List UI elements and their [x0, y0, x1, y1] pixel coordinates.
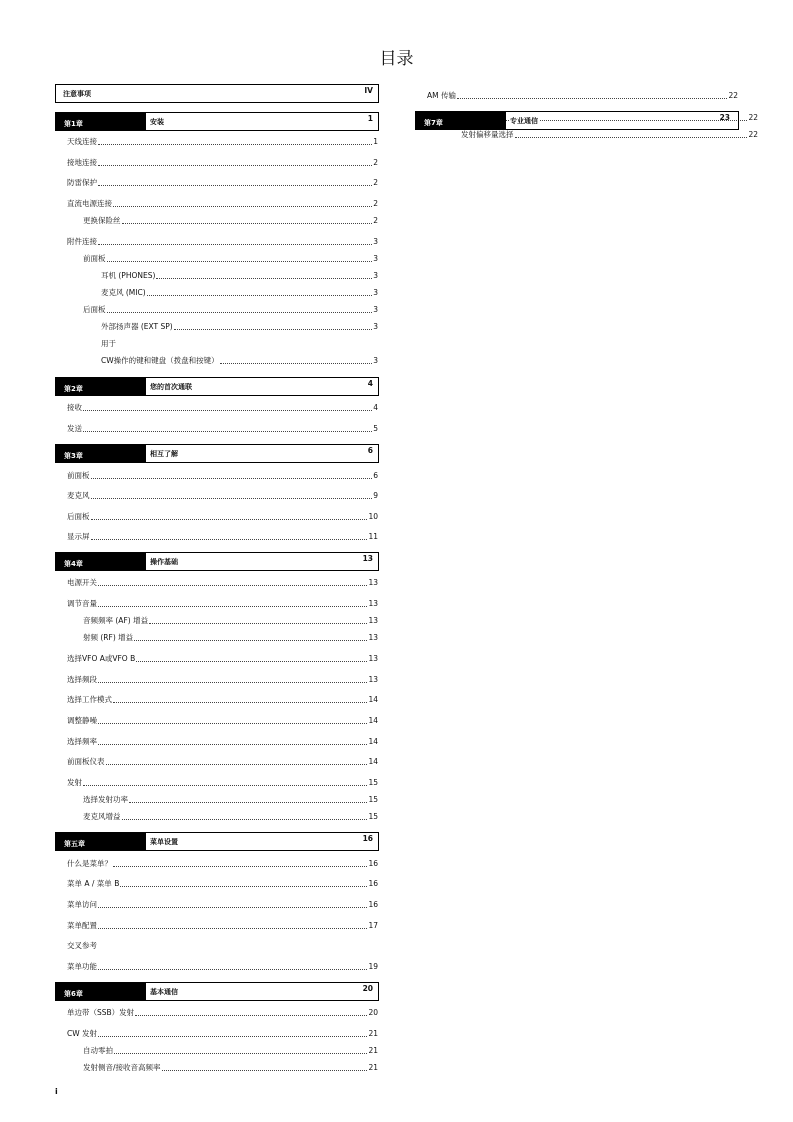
dot-leader	[113, 866, 367, 867]
toc-entry[interactable]	[83, 254, 378, 264]
toc-entry-page: 3	[373, 322, 378, 331]
toc-entry[interactable]	[101, 271, 378, 281]
dot-leader	[83, 431, 372, 432]
dot-leader	[135, 1015, 367, 1016]
dot-leader	[98, 969, 367, 970]
toc-entry-label: 麦克风	[67, 491, 90, 500]
toc-entry[interactable]	[67, 599, 378, 609]
toc-entry-page: 14	[368, 757, 378, 766]
dot-leader	[91, 498, 373, 499]
toc-entry-label: 接地连接	[67, 158, 97, 167]
toc-entry[interactable]	[83, 633, 378, 643]
toc-entry-page: 16	[368, 879, 378, 888]
toc-entry-page: 1	[373, 137, 378, 146]
toc-entry-label: CW 发射	[67, 1029, 98, 1038]
dot-leader	[147, 295, 373, 296]
toc-entry-label: 选择发射功率	[83, 795, 128, 804]
toc-entry[interactable]	[67, 199, 378, 209]
toc-entry[interactable]	[67, 512, 378, 522]
toc-section-notice[interactable]	[55, 84, 379, 103]
toc-entry-page: 4	[373, 403, 378, 412]
toc-entry-page: 2	[373, 178, 378, 187]
toc-entry-page: 3	[373, 288, 378, 297]
toc-entry[interactable]	[83, 795, 378, 805]
toc-entry-page: 21	[368, 1063, 378, 1072]
dot-leader	[98, 185, 372, 186]
toc-entry[interactable]	[427, 91, 738, 101]
toc-entry[interactable]	[67, 532, 378, 542]
toc-entry[interactable]	[67, 921, 378, 931]
toc-entry[interactable]	[67, 941, 378, 951]
toc-entry-page: 3	[373, 254, 378, 263]
toc-entry-page: 10	[368, 512, 378, 521]
toc-entry-page: 15	[368, 795, 378, 804]
toc-entry-label: 附件连接	[67, 237, 97, 246]
toc-entry-label: CW操作的键和键盘（拨盘和按键）	[101, 356, 219, 365]
toc-entry-label: 麦克风 (MIC)	[101, 288, 146, 297]
toc-entry-page: 21	[368, 1029, 378, 1038]
toc-right-column	[415, 0, 760, 1122]
dot-leader	[98, 1036, 367, 1037]
toc-entry[interactable]	[101, 356, 378, 366]
toc-entry[interactable]	[67, 716, 378, 726]
toc-entry[interactable]	[67, 757, 378, 767]
toc-entry[interactable]	[67, 900, 378, 910]
section-title: 操作基础	[150, 558, 178, 566]
section-page: 4	[367, 379, 373, 388]
dot-leader	[220, 363, 373, 364]
toc-entry-page: 14	[368, 737, 378, 746]
dot-leader	[91, 539, 368, 540]
toc-entry-label: 前面板仪表	[67, 757, 105, 766]
dot-leader	[107, 312, 373, 313]
toc-entry-page: 3	[373, 271, 378, 280]
toc-entry-label: 耳机 (PHONES)	[101, 271, 156, 280]
dot-leader	[122, 819, 368, 820]
toc-entry-label: 前面板	[83, 254, 106, 263]
toc-section-ch7[interactable]	[415, 111, 739, 130]
toc-entry[interactable]	[67, 1008, 378, 1018]
toc-entry-label: 什么是菜单？	[67, 859, 112, 868]
toc-entry-label: 发射偏移量选择	[461, 130, 514, 139]
dot-leader	[98, 682, 367, 683]
toc-entry-label: 选择VFO A或VFO B	[67, 654, 136, 663]
toc-entry-label: 选择频率	[67, 737, 97, 746]
section-page: 13	[362, 554, 373, 563]
toc-entry-label: 外部扬声器 (EXT SP)	[101, 322, 173, 331]
toc-entry-label: 接收	[67, 403, 82, 412]
page-title: 目录	[379, 49, 414, 69]
toc-entry-page: 15	[368, 778, 378, 787]
toc-entry-page: 13	[368, 599, 378, 608]
toc-entry[interactable]	[67, 137, 378, 147]
section-title: 相互了解	[150, 450, 178, 458]
section-title: 专业通信	[510, 117, 538, 125]
toc-entry-label: 前面板	[67, 471, 90, 480]
toc-entry-page: 14	[368, 695, 378, 704]
toc-entry[interactable]	[67, 403, 378, 413]
toc-entry[interactable]	[83, 812, 378, 822]
toc-entry[interactable]	[67, 158, 378, 168]
section-page: 16	[362, 834, 373, 843]
toc-entry[interactable]	[83, 1063, 378, 1073]
toc-entry-page: 13	[368, 675, 378, 684]
dot-leader	[174, 329, 372, 330]
toc-entry[interactable]	[83, 305, 378, 315]
dot-leader	[149, 623, 367, 624]
toc-entry-page: 11	[368, 532, 378, 541]
dot-leader	[114, 1053, 367, 1054]
dot-leader	[122, 223, 373, 224]
chapter-label: 第7章	[416, 112, 506, 129]
chapter-label: 第4章	[56, 553, 146, 570]
toc-entry-page: 2	[373, 158, 378, 167]
toc-entry[interactable]	[83, 616, 378, 626]
dot-leader	[98, 723, 367, 724]
toc-entry[interactable]	[67, 695, 378, 705]
chapter-label: 第2章	[56, 378, 146, 395]
toc-section-ch2[interactable]	[55, 377, 379, 396]
toc-entry[interactable]	[67, 1029, 378, 1039]
toc-entry-label: 直流电源连接	[67, 199, 112, 208]
toc-entry-page: 9	[373, 491, 378, 500]
toc-entry-page: 19	[368, 962, 378, 971]
section-page: 6	[367, 446, 373, 455]
dot-leader	[134, 640, 367, 641]
toc-entry-page: 16	[368, 900, 378, 909]
dot-leader	[98, 585, 367, 586]
dot-leader	[113, 702, 367, 703]
dot-leader	[98, 907, 367, 908]
toc-entry-page: 5	[373, 424, 378, 433]
dot-leader	[106, 764, 368, 765]
dot-leader	[91, 519, 368, 520]
toc-entry-label: 菜单 A / 菜单 B	[67, 879, 120, 888]
section-title: 安装	[150, 118, 164, 126]
toc-entry-label: 音频频率 (AF) 增益	[83, 616, 149, 625]
dot-leader	[113, 206, 372, 207]
toc-entry[interactable]	[67, 491, 378, 501]
toc-entry-label: AM 传输	[427, 91, 456, 100]
dot-leader	[83, 785, 367, 786]
toc-entry[interactable]	[101, 288, 378, 298]
toc-entry-label: 用于	[101, 339, 116, 348]
toc-entry-page: 13	[368, 654, 378, 663]
toc-entry-label: 发射侧音/接收音高频率	[83, 1063, 161, 1072]
toc-entry-label: 调整静噪	[67, 716, 97, 725]
chapter-label: 第1章	[56, 113, 146, 130]
section-page: 20	[362, 984, 373, 993]
toc-entry[interactable]	[67, 737, 378, 747]
toc-entry-page: 16	[368, 859, 378, 868]
toc-entry-label: 菜单功能	[67, 962, 97, 971]
toc-section-ch6[interactable]	[55, 982, 379, 1001]
toc-entry[interactable]	[83, 1046, 378, 1056]
toc-entry[interactable]	[101, 339, 378, 349]
toc-entry-page: 2	[373, 199, 378, 208]
toc-entry-page: 20	[368, 1008, 378, 1017]
toc-entry[interactable]	[67, 424, 378, 434]
toc-entry-label: 麦克风增益	[83, 812, 121, 821]
page-number: i	[55, 1087, 58, 1096]
toc-entry[interactable]	[67, 578, 378, 588]
section-title: 基本通信	[150, 988, 178, 996]
dot-leader	[98, 606, 367, 607]
toc-entry-label: 显示屏	[67, 532, 90, 541]
toc-entry[interactable]	[83, 216, 378, 226]
toc-entry-page: 14	[368, 716, 378, 725]
toc-entry-label: 选择频段	[67, 675, 97, 684]
toc-entry[interactable]	[67, 178, 378, 188]
section-page: 23	[719, 113, 730, 122]
toc-entry-label: 调节音量	[67, 599, 97, 608]
dot-leader	[136, 661, 367, 662]
dot-leader	[107, 261, 373, 262]
section-page: IV	[364, 86, 373, 95]
toc-entry-label: 后面板	[83, 305, 106, 314]
section-page: 1	[367, 114, 373, 123]
dot-leader	[515, 137, 748, 138]
toc-entry-label: 自动零拍	[83, 1046, 113, 1055]
toc-left-column	[55, 0, 378, 1122]
toc-entry-label: 防雷保护	[67, 178, 97, 187]
toc-entry-label: 天线连接	[67, 137, 97, 146]
toc-entry-label: 菜单访问	[67, 900, 97, 909]
toc-entry[interactable]	[67, 879, 378, 889]
toc-entry-page: 3	[373, 237, 378, 246]
toc-section-ch5[interactable]	[55, 832, 379, 851]
chapter-label: 第6章	[56, 983, 146, 1000]
toc-entry-page: 21	[368, 1046, 378, 1055]
toc-entry-label: 发送	[67, 424, 82, 433]
toc-entry-label: 射频 (RF) 增益	[83, 633, 134, 642]
toc-entry-label: 交叉参考	[67, 941, 97, 950]
dot-leader	[120, 886, 367, 887]
toc-entry-page: 15	[368, 812, 378, 821]
toc-section-ch3[interactable]	[55, 444, 379, 463]
toc-entry-page: 17	[368, 921, 378, 930]
toc-entry[interactable]	[67, 654, 378, 664]
toc-entry-page: 13	[368, 578, 378, 587]
dot-leader	[83, 410, 372, 411]
chapter-label: 第五章	[56, 833, 146, 850]
section-title: 注意事项	[63, 90, 91, 98]
toc-entry[interactable]	[461, 130, 758, 140]
toc-entry[interactable]	[67, 859, 378, 869]
dot-leader	[162, 1070, 368, 1071]
toc-entry-page: 22	[748, 130, 758, 139]
dot-leader	[156, 278, 372, 279]
toc-entry[interactable]	[67, 778, 378, 788]
toc-entry-page: 6	[373, 471, 378, 480]
toc-entry-label: 发射	[67, 778, 82, 787]
dot-leader	[98, 165, 372, 166]
section-title: 菜单设置	[150, 838, 178, 846]
toc-entry-label: 后面板	[67, 512, 90, 521]
toc-entry-page: 3	[373, 305, 378, 314]
toc-entry-page: 3	[373, 356, 378, 365]
section-title: 您的首次通联	[150, 383, 192, 391]
toc-entry[interactable]	[101, 322, 378, 332]
toc-entry-page: 2	[373, 216, 378, 225]
toc-entry-page: 22	[748, 113, 758, 122]
dot-leader	[98, 244, 372, 245]
dot-leader	[457, 98, 727, 99]
toc-entry[interactable]	[67, 675, 378, 685]
toc-entry-page: 22	[728, 91, 738, 100]
dot-leader	[129, 802, 367, 803]
dot-leader	[98, 144, 372, 145]
dot-leader	[98, 744, 367, 745]
toc-entry[interactable]	[67, 237, 378, 247]
toc-entry-label: 更换保险丝	[83, 216, 121, 225]
toc-entry[interactable]	[67, 471, 378, 481]
toc-entry-page: 13	[368, 633, 378, 642]
dot-leader	[91, 478, 373, 479]
toc-entry[interactable]	[67, 962, 378, 972]
toc-entry-label: 菜单配置	[67, 921, 97, 930]
toc-entry-page: 13	[368, 616, 378, 625]
toc-entry-label: 单边带（SSB）发射	[67, 1008, 135, 1017]
toc-section-ch4[interactable]	[55, 552, 379, 571]
dot-leader	[98, 928, 367, 929]
toc-entry-label: 电源开关	[67, 578, 97, 587]
toc-entry-label: 选择工作模式	[67, 695, 112, 704]
chapter-label: 第3章	[56, 445, 146, 462]
toc-section-ch1[interactable]	[55, 112, 379, 131]
